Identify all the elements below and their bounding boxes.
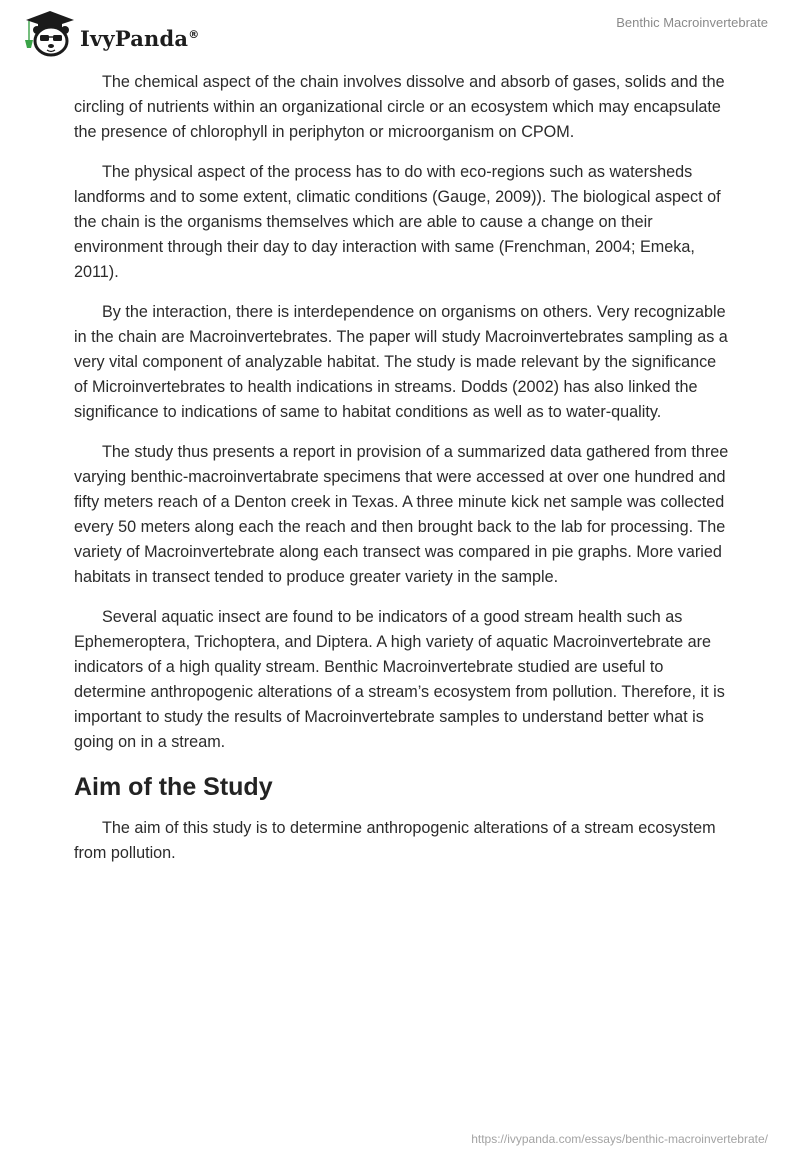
paragraph-study-report: The study thus presents a report in provision of a summarized data gathered from three varying benthic-macroinvertabrate specimens that were accessed at over one hundred and fifty meters reach of a Denton creek in Texas. A three minute kick net sample was collected every 50 meters along each the reach and then brought back to the lab for processing. The variety of Macroinvertebrate along each transect was compared in pie graphs. More varied habitats in transect tended to produce greater variety in the sample. bbox=[74, 443, 729, 586]
paragraph-interaction: By the interaction, there is interdependence on organisms on others. Very recognizable in the chain are Macroinvertebrates. The paper will study Macroinvertebrates sampling as a very vital component of analyzable habitat. The study is made relevant by the significance of Microinvertebrates to health indications in streams. Dodds (2002) has also linked the significance to indications of same to habitat conditions as well as to water-quality. bbox=[74, 303, 728, 421]
document-title: Benthic Macroinvertebrate bbox=[616, 15, 768, 30]
article-body bbox=[74, 70, 734, 881]
section-heading-aim: Aim of the Study bbox=[74, 773, 273, 801]
page-header bbox=[0, 0, 800, 60]
paragraph-aim: The aim of this study is to determine anthropogenic alterations of a stream ecosystem from pollution. bbox=[74, 819, 716, 862]
brand-name-text: IvyPanda bbox=[80, 25, 189, 51]
brand-logo[interactable] bbox=[20, 8, 199, 58]
paragraph-aquatic-insects: Several aquatic insect are found to be indicators of a good stream health such as Ephemeroptera, Trichoptera, and Diptera. A high variety of aquatic Macroinvertebrate are indicators of a high quality stream. Benthic Macroinvertebrate studied are useful to determine anthropogenic alterations of a stream’s ecosystem from pollution. Therefore, it is important to study the results of Macroinvertebrate samples to understand better what is going on in a stream. bbox=[74, 608, 725, 751]
footer-url-link[interactable]: https://ivypanda.com/essays/benthic-macroinvertebrate/ bbox=[471, 1132, 768, 1146]
paragraph-chemical-aspect: The chemical aspect of the chain involves dissolve and absorb of gases, solids and the circling of nutrients within an organizational circle or an ecosystem which may encapsulate the presence of chlorophyll in periphyton or microorganism on CPOM. bbox=[74, 73, 725, 141]
paragraph-physical-aspect: The physical aspect of the process has to do with eco-regions such as watersheds landforms and to some extent, climatic conditions (Gauge, 2009)). The biological aspect of the chain is the organisms themselves which are able to cause a change on their environment through their day to day interaction with same (Frenchman, 2004; Emeka, 2011). bbox=[74, 163, 721, 281]
registered-mark: ® bbox=[188, 27, 200, 41]
panda-graduation-cap-icon bbox=[20, 8, 76, 58]
brand-name bbox=[80, 26, 199, 51]
